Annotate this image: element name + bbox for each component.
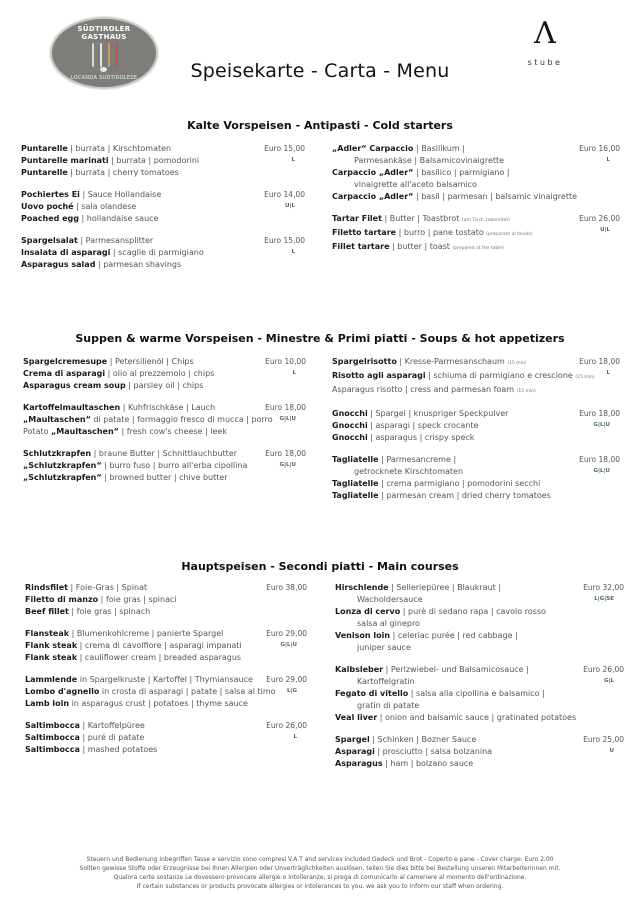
menu-item: [335, 582, 624, 654]
dish-description: | Sauce Hollandaise: [79, 190, 162, 199]
dish-description: | asparagus | crispy speck: [367, 433, 475, 442]
page-title: Speisekarte - Carta - Menu: [190, 60, 450, 82]
allergen-codes: L|G: [286, 688, 297, 694]
menu-item-line: [332, 227, 620, 241]
dish-note: (15 min): [507, 361, 527, 366]
dish-name: Tagliatelle: [332, 479, 379, 488]
main-courses-left-column: [25, 582, 307, 766]
dish-name: Rindsfilet: [25, 583, 69, 592]
menu-item: [25, 720, 307, 756]
footer-line-allergy-en: If certain substances or products provocate allergies or intolerances to you, we ask you to inform our staff when ordering.: [136, 883, 504, 890]
dish-description: | prosciutto | salsa bolzanina: [374, 747, 493, 756]
dish-description: | hollandaise sauce: [79, 214, 159, 223]
dish-name: Spargelsalat: [21, 236, 78, 245]
allergen-codes: L: [606, 157, 610, 163]
menu-item-line: [25, 744, 307, 756]
dish-description: | purè di sedano rapa | cavolo rosso: [400, 607, 546, 616]
menu-item-line: [21, 155, 305, 167]
menu-item-line: [335, 582, 624, 594]
dish-name: Asparagi: [335, 747, 375, 756]
menu-item-line: [335, 618, 624, 630]
dish-name: Filetto tartare: [332, 228, 397, 237]
menu-item-line: [21, 201, 305, 213]
section-title-main-courses: Hauptspeisen - Secondi piatti - Main courses: [181, 560, 459, 573]
dish-description: | mashed potatoes: [79, 745, 158, 754]
menu-item-line: [21, 235, 305, 247]
dish-name: Spargel: [335, 735, 370, 744]
dish-description: | Foie-Gras | Spinat: [68, 583, 148, 592]
dish-name: Lamb loin: [25, 699, 70, 708]
menu-item-line: [25, 674, 307, 686]
price: Euro 29,00: [266, 629, 307, 638]
menu-item-line: [25, 652, 307, 664]
price: Euro 26,00: [583, 665, 624, 674]
dish-name: Puntarelle: [21, 168, 68, 177]
footer-line-allergy-it: Qualora certe sostanze Le dovessero provocare allergie o intolleranze, si prega di comunicarlo al cameriere al momento dell'ordinazione.: [113, 874, 527, 881]
menu-item: [332, 408, 620, 444]
logo-brand-line2: GASTHAUS: [81, 33, 127, 41]
allergen-codes: G|L|U: [279, 462, 296, 468]
menu-item-line: [25, 628, 307, 640]
dish-description: Wacholdersauce: [357, 595, 423, 604]
dish-description: in Spargelkruste | Kartoffel | Thymiansauce: [77, 675, 253, 684]
dish-name: Lombo d'agnello: [25, 687, 100, 696]
dish-description: | Kartoffelpüree: [79, 721, 145, 730]
dish-name: Tagliatelle: [332, 455, 379, 464]
dish-name: Flansteak: [25, 629, 70, 638]
dish-name: Pochiertes Ei: [21, 190, 80, 199]
menu-item-line: [21, 189, 305, 201]
dish-description: | parsley oil | chips: [125, 381, 204, 390]
dish-name: Carpaccio „Adler“: [332, 168, 414, 177]
dish-description: | basilico | parmigiano |: [413, 168, 510, 177]
logo-sub-text: LOCANDA SUDTIROLESE: [70, 75, 138, 81]
menu-item-line: [23, 414, 306, 426]
dish-description: | asparagi | speck crocante: [367, 421, 479, 430]
price: Euro 18,00: [265, 403, 306, 412]
menu-item-line: [335, 594, 624, 606]
menu-item: [21, 143, 305, 179]
dish-description: | puré di patate: [79, 733, 145, 742]
allergen-codes: U: [609, 748, 614, 754]
dish-name: Fillet tartare: [332, 242, 390, 251]
dish-name: Insalata di asparagi: [21, 248, 111, 257]
menu-item-line: [332, 384, 620, 398]
dish-description: | Perlzwiebel- und Balsamicosauce |: [383, 665, 529, 674]
price: Euro 26,00: [266, 721, 307, 730]
dish-description: | parmesan cream | dried cherry tomatoes: [378, 491, 551, 500]
dish-name: Crema di asparagi: [23, 369, 106, 378]
dish-name: Uovo poché: [21, 202, 74, 211]
main-courses-right-column: [335, 582, 624, 780]
menu-item-line: [332, 191, 620, 203]
dish-name: „Schlutzkrapfen“: [23, 461, 102, 470]
dish-name: „Maultaschen“: [23, 415, 91, 424]
dish-description: | foie gras | spinaci: [98, 595, 177, 604]
allergen-codes: G|L|U: [279, 416, 296, 422]
dish-note: (am Tisch zubereitet): [461, 218, 510, 223]
allergen-codes: L: [606, 370, 610, 376]
menu-item-line: [335, 734, 624, 746]
menu-item: [332, 143, 620, 203]
soups-right-column: [332, 356, 620, 512]
menu-item-line: [25, 582, 307, 594]
menu-item-line: [332, 356, 620, 370]
menu-item: [332, 454, 620, 502]
dish-name: Spargelcremesupe: [23, 357, 108, 366]
dish-name: Saltimbocca: [25, 733, 80, 742]
dish-description: | foie gras | spinach: [68, 607, 151, 616]
dish-description: | browned butter | chive butter: [101, 473, 228, 482]
dish-description: Kartoffelgratin: [357, 677, 415, 686]
dish-description: | Kuhfrischkäse | Lauch: [120, 403, 216, 412]
dish-note: (preparato al tavolo): [486, 232, 533, 237]
soups-left-column: [23, 356, 306, 494]
dish-description: in crosta di asparagi | patate | salsa al timo: [99, 687, 276, 696]
price: Euro 18,00: [265, 449, 306, 458]
menu-item-line: [332, 420, 620, 432]
dish-name: Tagliatelle: [332, 491, 379, 500]
dish-description: | olio al prezzemolo | chips: [105, 369, 215, 378]
menu-item-line: [332, 408, 620, 420]
menu-item: [23, 448, 306, 484]
allergen-codes: L: [291, 157, 295, 163]
dish-description: | parmesan shavings: [95, 260, 182, 269]
stube-wordmark: stube: [527, 58, 563, 67]
dish-name: Risotto agli asparagi: [332, 371, 426, 380]
menu-item-line: [335, 746, 624, 758]
allergen-codes: G|L|U: [593, 422, 610, 428]
menu-item-line: [25, 594, 307, 606]
cold-starters-left-column: [21, 143, 305, 281]
menu-item-line: [332, 466, 620, 478]
dish-name: „Adler“ Carpaccio: [332, 144, 414, 153]
dish-description: | basil | parmesan | balsamic vinaigrette: [413, 192, 578, 201]
dish-description: | Basilikum |: [413, 144, 465, 153]
dish-name: Asparagus cream soup: [23, 381, 126, 390]
price: Euro 32,00: [583, 583, 624, 592]
menu-item: [332, 213, 620, 255]
price: Euro 25,00: [583, 735, 624, 744]
dish-description: gratin di patate: [357, 701, 420, 710]
allergen-codes: G|L|U: [593, 468, 610, 474]
dish-description: | burrata | pomodorini: [108, 156, 200, 165]
dish-name: „Schlutzkrapfen“: [23, 473, 102, 482]
dish-name: Hirschlende: [335, 583, 389, 592]
price: Euro 18,00: [579, 409, 620, 418]
dish-description: di patate | formaggio fresco di mucca | porro: [90, 415, 273, 424]
dish-description: | burro | pane tostato: [396, 228, 487, 237]
dish-description: | fresh cow's cheese | leek: [118, 427, 227, 436]
dish-description: salsa al ginepro: [357, 619, 420, 628]
menu-item-line: [335, 758, 624, 770]
footer-line-allergy-de: Sollten gewisse Stoffe oder Erzeugnisse bei Ihnen Allergien oder Unverträglichkeiten auslösen, teilen Sie dies bitte bei Bestellung unseren Mitarbeiterinnen mit.: [79, 865, 561, 872]
dish-description: juniper sauce: [357, 643, 411, 652]
menu-item-line: [335, 606, 624, 618]
menu-item-line: [335, 712, 624, 724]
dish-description: | Schinken | Bozner Sauce: [369, 735, 477, 744]
menu-item-line: [21, 259, 305, 271]
dish-name: Tartar Filet: [332, 214, 382, 223]
dish-description: getrocknete Kirschtomaten: [354, 467, 464, 476]
menu-item-line: [23, 380, 306, 392]
dish-description: | burrata | Kirschtomaten: [67, 144, 172, 153]
dish-note: (15 min): [575, 375, 595, 380]
dish-name: Puntarelle: [21, 144, 68, 153]
price: Euro 15,00: [264, 236, 305, 245]
menu-item-line: [332, 179, 620, 191]
menu-item-line: [25, 606, 307, 618]
allergen-codes: U|L: [285, 203, 295, 209]
price: Euro 26,00: [579, 214, 620, 223]
menu-item-line: [335, 688, 624, 700]
dish-name: Saltimbocca: [25, 721, 80, 730]
allergen-codes: L: [292, 370, 296, 376]
menu-item: [335, 664, 624, 724]
dish-name: Spargelrisotto: [332, 357, 397, 366]
dish-description: | butter | toast: [389, 242, 453, 251]
menu-item-line: [23, 356, 306, 368]
dish-description: | Petersilienöl | Chips: [107, 357, 194, 366]
menu-item: [25, 674, 307, 710]
dish-name: Beef fillet: [25, 607, 69, 616]
section-title-cold-starters: Kalte Vorspeisen - Antipasti - Cold starters: [187, 119, 453, 132]
dish-note: (15 min): [516, 389, 536, 394]
price: Euro 18,00: [579, 357, 620, 366]
lambda-logo-icon: Λ: [534, 16, 556, 51]
dish-description: | onion and balsamic sauce | gratinated potatoes: [377, 713, 577, 722]
price: Euro 29,00: [266, 675, 307, 684]
dish-name: Gnocchi: [332, 409, 368, 418]
dish-note: (prepared at the table): [452, 246, 504, 251]
dish-description: | Spargel | knuspriger Speckpulver: [367, 409, 509, 418]
dish-name: Asparagus: [335, 759, 383, 768]
dish-description: | burrata | cherry tomatoes: [67, 168, 179, 177]
menu-item-line: [25, 686, 307, 698]
menu-item-line: [332, 213, 620, 227]
dish-name: Flank steak: [25, 641, 78, 650]
menu-item-line: [335, 642, 624, 654]
menu-item-line: [332, 478, 620, 490]
logo-brand-line1: SÜDTIROLER: [77, 25, 131, 33]
dish-description: | schiuma di parmigiano e crescione: [425, 371, 576, 380]
allergen-codes: L|G|SE: [594, 596, 614, 602]
dish-name: Flank steak: [25, 653, 78, 662]
menu-item-line: [332, 241, 620, 255]
dish-name: Saltimbocca: [25, 745, 80, 754]
dish-description: | Parmesansplitter: [77, 236, 154, 245]
dish-description: | crema parmigiano | pomodorini secchi: [378, 479, 541, 488]
dish-description: | crema di cavolfiore | asparagi impanati: [77, 641, 242, 650]
menu-item-line: [23, 426, 306, 438]
dish-name: Kalbsleber: [335, 665, 384, 674]
footer-notes: [0, 855, 640, 891]
menu-item-line: [23, 448, 306, 460]
dish-name: Kartoffelmaultaschen: [23, 403, 121, 412]
menu-item-line: [335, 700, 624, 712]
dish-name: Puntarelle marinati: [21, 156, 109, 165]
menu-item-line: [335, 630, 624, 642]
menu-item: [21, 189, 305, 225]
menu-item-line: [25, 732, 307, 744]
menu-item-line: [332, 167, 620, 179]
dish-description: vinaigrette all'aceto balsamico: [354, 180, 477, 189]
dish-name: Fegato di vitello: [335, 689, 409, 698]
menu-item: [23, 402, 306, 438]
dish-name: „Maultaschen“: [51, 427, 119, 436]
menu-item-line: [332, 370, 620, 384]
dish-description: | Kresse-Parmesanschaum: [396, 357, 508, 366]
dish-description: | Blumenkohlcreme | panierte Spargel: [69, 629, 224, 638]
dish-description: | Selleriepüree | Blaukraut |: [388, 583, 502, 592]
dish-description: | Parmesancreme |: [378, 455, 457, 464]
menu-item-line: [335, 676, 624, 688]
price: Euro 10,00: [265, 357, 306, 366]
menu-item-line: [21, 213, 305, 225]
dish-name: Asparagus salad: [21, 260, 96, 269]
dish-description: | braune Butter | Schnittlauchbutter: [91, 449, 237, 458]
menu-item-line: [23, 472, 306, 484]
dish-name: Gnocchi: [332, 433, 368, 442]
menu-item-line: [332, 143, 620, 155]
menu-item: [21, 235, 305, 271]
section-title-soups: Suppen & warme Vorspeisen - Minestre & Primi piatti - Soups & hot appetizers: [75, 332, 565, 345]
allergen-codes: L: [291, 249, 295, 255]
menu-item-line: [21, 247, 305, 259]
menu-item: [335, 734, 624, 770]
menu-item-line: [332, 454, 620, 466]
dish-description: | burro fuso | burro all'erba cipollina: [101, 461, 248, 470]
dish-description: | salsa alla cipollina e balsamico |: [408, 689, 545, 698]
allergen-codes: G|L|U: [280, 642, 297, 648]
menu-item: [23, 356, 306, 392]
menu-item-line: [332, 490, 620, 502]
allergen-codes: L: [293, 734, 297, 740]
menu-item-line: [21, 167, 305, 179]
menu-item: [332, 356, 620, 398]
menu-item-line: [25, 698, 307, 710]
price: Euro 14,00: [264, 190, 305, 199]
dish-description: | sala olandese: [73, 202, 137, 211]
menu-item-line: [23, 402, 306, 414]
menu-item: [25, 582, 307, 618]
dish-description: in asparagus crust | potatoes | thyme sauce: [69, 699, 248, 708]
dish-description: | scaglie di parmigiano: [110, 248, 204, 257]
dish-name: Lonza di cervo: [335, 607, 401, 616]
logo-brand-text: [52, 25, 156, 41]
dish-prefix: Asparagus risotto | cress and parmesan foam: [332, 385, 517, 394]
dish-name: Carpaccio „Adler“: [332, 192, 414, 201]
dish-description: Parmesankäse | Balsamicovinaigrette: [354, 156, 505, 165]
menu-item-line: [25, 720, 307, 732]
allergen-codes: G|L: [603, 678, 614, 684]
stube-logo: [520, 18, 570, 67]
menu-item-line: [332, 155, 620, 167]
menu-item-line: [21, 143, 305, 155]
dish-name: Lammlende: [25, 675, 78, 684]
allergen-codes: U|L: [600, 227, 610, 233]
dish-name: Venison loin: [335, 631, 391, 640]
dish-description: | Butter | Toastbrot: [381, 214, 462, 223]
price: Euro 15,00: [264, 144, 305, 153]
menu-item-line: [332, 432, 620, 444]
dish-prefix: Potato: [23, 427, 52, 436]
price: Euro 38,00: [266, 583, 307, 592]
dish-name: Veal liver: [335, 713, 378, 722]
menu-item-line: [23, 368, 306, 380]
dish-name: Poached egg: [21, 214, 80, 223]
footer-line-service: Steuern und Bedienung inbegriffen Tasse e servizio sono compresi V.A.T and services included Gedeck und Brot - Coperto e pane - Cover charge: Euro 2,00: [86, 856, 554, 863]
price: Euro 16,00: [579, 144, 620, 153]
menu-item-line: [335, 664, 624, 676]
dish-description: | celeriac purée | red cabbage |: [390, 631, 518, 640]
menu-item-line: [23, 460, 306, 472]
price: Euro 18,00: [579, 455, 620, 464]
menu-item-line: [25, 640, 307, 652]
dish-description: | cauliflower cream | breaded asparagus: [77, 653, 242, 662]
dish-description: | ham | bolzano sauce: [382, 759, 474, 768]
dish-name: Gnocchi: [332, 421, 368, 430]
menu-item: [25, 628, 307, 664]
dish-name: Schlutzkrapfen: [23, 449, 92, 458]
cold-starters-right-column: [332, 143, 620, 265]
dish-name: Filetto di manzo: [25, 595, 99, 604]
